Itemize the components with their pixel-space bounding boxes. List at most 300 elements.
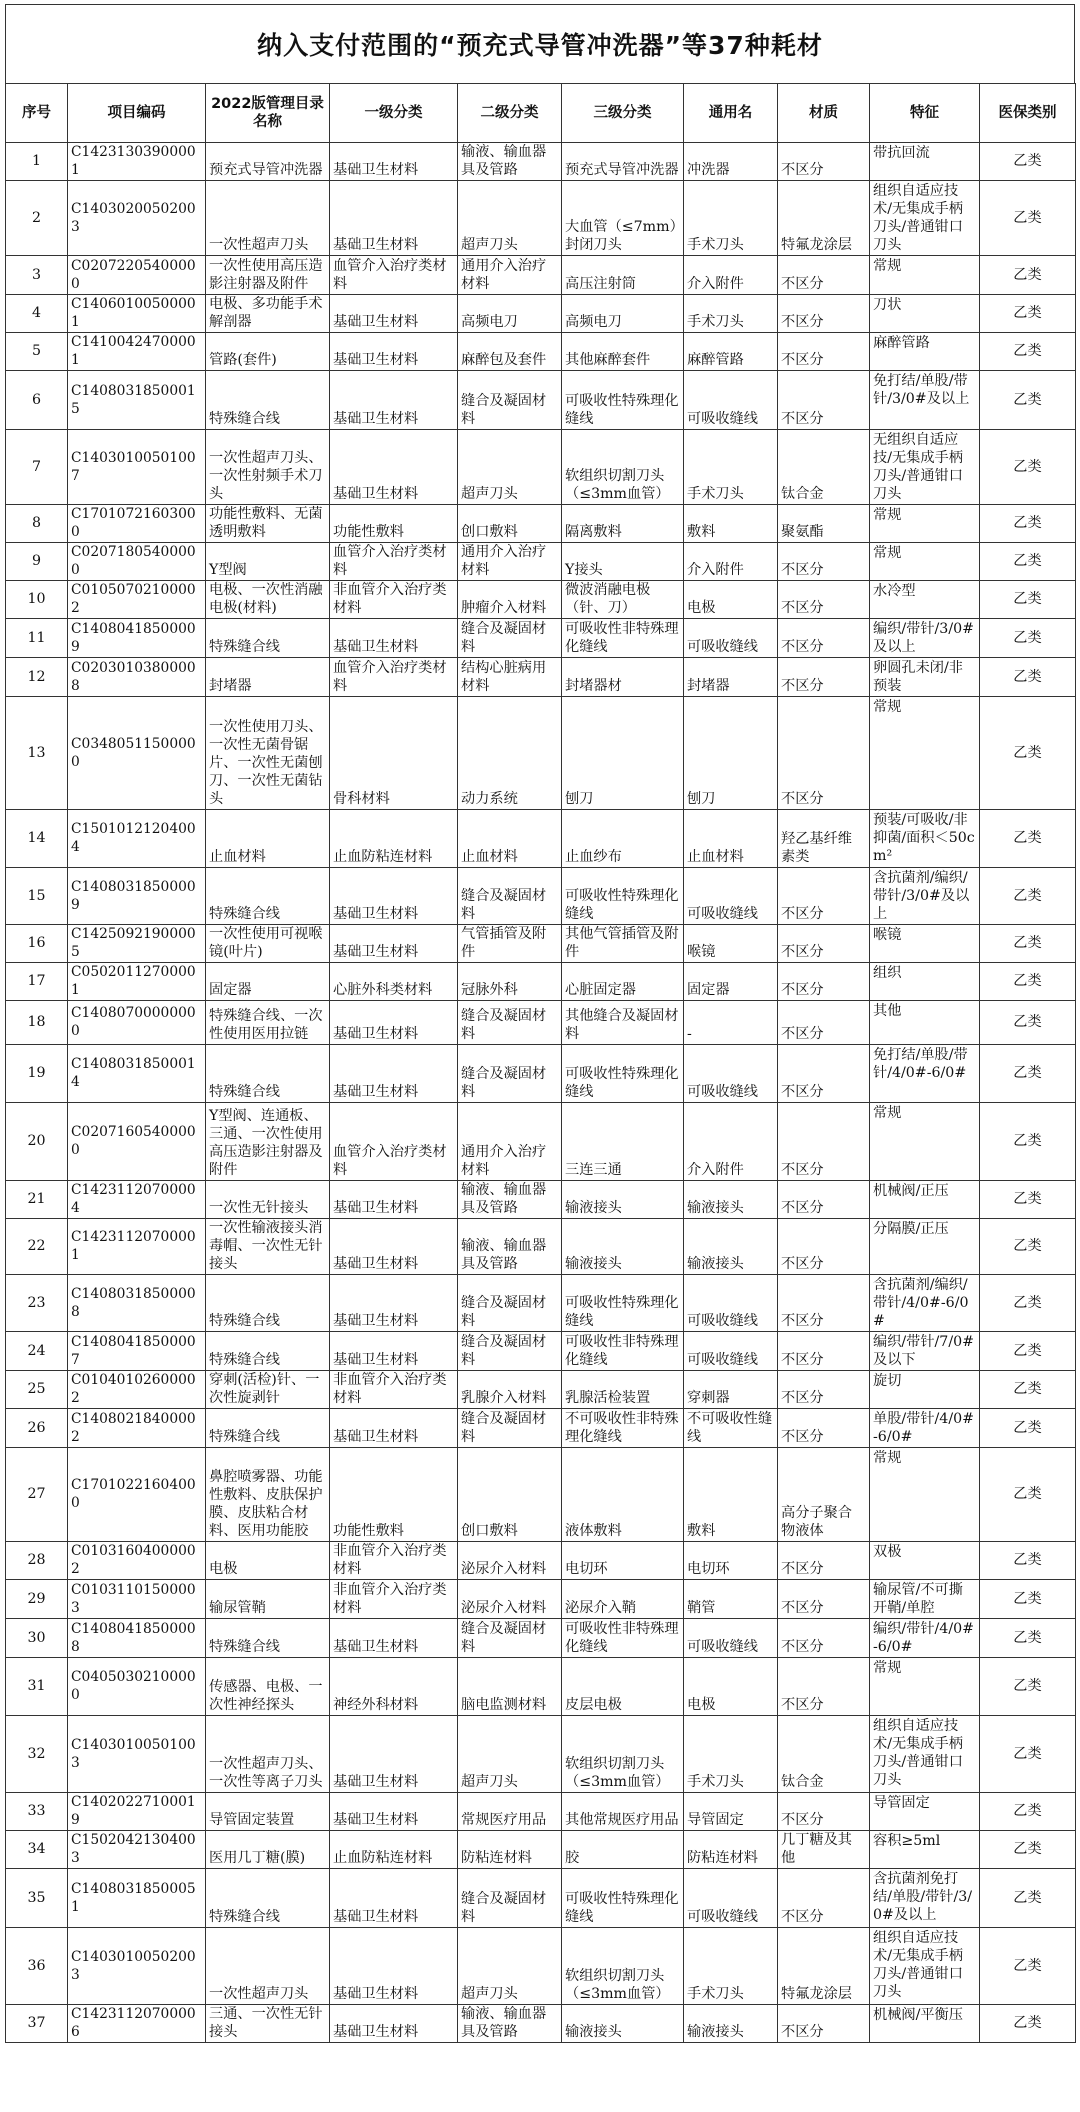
cell-cat: 乙类 [980, 1928, 1076, 2005]
cell-l1: 基础卫生材料 [330, 2005, 458, 2043]
table-row [6, 697, 1076, 810]
cell-cat: 乙类 [980, 963, 1076, 1001]
header-cell: 三级分类 [562, 84, 684, 143]
cell-material: 钛合金 [778, 1716, 870, 1793]
cell-material: 不区分 [778, 1619, 870, 1658]
table-row [6, 963, 1076, 1001]
cell-name: 输尿管鞘 [206, 1580, 330, 1619]
cell-name: 一次性使用可视喉镜(叶片) [206, 925, 330, 963]
cell-l3: 可吸收性特殊理化缝线 [562, 371, 684, 430]
cell-material: 几丁糖及其他 [778, 1831, 870, 1869]
cell-code: C14250921900005 [68, 925, 206, 963]
cell-name: 特殊缝合线 [206, 1619, 330, 1658]
cell-no: 4 [6, 295, 68, 333]
table-row [6, 333, 1076, 371]
cell-generic: 可吸收缝线 [684, 1045, 778, 1103]
header-cell: 材质 [778, 84, 870, 143]
cell-cat: 乙类 [980, 1793, 1076, 1831]
cell-no: 22 [6, 1219, 68, 1275]
cell-l2: 超声刀头 [458, 1716, 562, 1793]
cell-cat: 乙类 [980, 1371, 1076, 1409]
table-row [6, 1580, 1076, 1619]
cell-code: C14080318500051 [68, 1869, 206, 1928]
cell-name: 鼻腔喷雾器、功能性敷料、皮肤保护膜、皮肤粘合材料、医用功能胶 [206, 1448, 330, 1542]
cell-feature: 组织自适应技术/无集成手柄刀头/普通钳口刀头 [870, 1928, 980, 2005]
cell-code: C14080318500008 [68, 1275, 206, 1332]
cell-l2: 创口敷料 [458, 1448, 562, 1542]
cell-cat: 乙类 [980, 371, 1076, 430]
cell-feature: 机械阀/正压 [870, 1181, 980, 1219]
table-row [6, 256, 1076, 295]
cell-l2: 缝合及凝固材料 [458, 1001, 562, 1045]
cell-material: 不区分 [778, 1332, 870, 1371]
cell-generic: 电极 [684, 581, 778, 619]
cell-material: 不区分 [778, 371, 870, 430]
cell-code: C14080318500014 [68, 1045, 206, 1103]
cell-feature: 常规 [870, 505, 980, 543]
table-row [6, 1371, 1076, 1409]
cell-code: C14080418500009 [68, 619, 206, 658]
cell-generic: 可吸收缝线 [684, 1275, 778, 1332]
cell-code: C14100424700001 [68, 333, 206, 371]
cell-cat: 乙类 [980, 295, 1076, 333]
cell-material: 特氟龙涂层 [778, 181, 870, 256]
cell-material: 不区分 [778, 619, 870, 658]
cell-l3: 其他常规医疗用品 [562, 1793, 684, 1831]
table-row [6, 1219, 1076, 1275]
cell-l3: 可吸收性非特殊理化缝线 [562, 1619, 684, 1658]
table-row [6, 619, 1076, 658]
cell-code: C02071805400000 [68, 543, 206, 581]
cell-l1: 基础卫生材料 [330, 1001, 458, 1045]
cell-l1: 基础卫生材料 [330, 1332, 458, 1371]
cell-generic: - [684, 1001, 778, 1045]
cell-material: 聚氨酯 [778, 505, 870, 543]
cell-feature: 编织/带针/3/0#及以上 [870, 619, 980, 658]
cell-cat: 乙类 [980, 810, 1076, 868]
header-cell: 通用名 [684, 84, 778, 143]
header-cell: 医保类别 [980, 84, 1076, 143]
cell-no: 2 [6, 181, 68, 256]
table-body [6, 143, 1076, 2043]
cell-name: 功能性敷料、无菌透明敷料 [206, 505, 330, 543]
cell-feature: 编织/带针/7/0#及以下 [870, 1332, 980, 1371]
cell-no: 17 [6, 963, 68, 1001]
cell-l2: 气管插管及附件 [458, 925, 562, 963]
table-row [6, 1181, 1076, 1219]
cell-no: 10 [6, 581, 68, 619]
cell-name: 特殊缝合线 [206, 1332, 330, 1371]
cell-feature: 免打结/单股/带针/3/0#及以上 [870, 371, 980, 430]
cell-generic: 可吸收缝线 [684, 1332, 778, 1371]
cell-material: 不区分 [778, 868, 870, 925]
cell-l3: 可吸收性特殊理化缝线 [562, 1869, 684, 1928]
cell-generic: 防粘连材料 [684, 1831, 778, 1869]
cell-l1: 心脏外科类材料 [330, 963, 458, 1001]
cell-l1: 基础卫生材料 [330, 1869, 458, 1928]
cell-no: 19 [6, 1045, 68, 1103]
table-row [6, 371, 1076, 430]
cell-name: 一次性超声刀头 [206, 181, 330, 256]
cell-feature: 其他 [870, 1001, 980, 1045]
table-title: 纳入支付范围的“预充式导管冲洗器”等37种耗材 [5, 4, 1075, 83]
cell-material: 不区分 [778, 143, 870, 181]
cell-code: C14080418500008 [68, 1619, 206, 1658]
header-row [6, 84, 1076, 143]
cell-l1: 非血管介入治疗类材料 [330, 1542, 458, 1580]
cell-no: 13 [6, 697, 68, 810]
cell-l2: 超声刀头 [458, 430, 562, 505]
cell-l2: 肿瘤介入材料 [458, 581, 562, 619]
header-cell: 特征 [870, 84, 980, 143]
cell-l2: 缝合及凝固材料 [458, 1409, 562, 1448]
cell-cat: 乙类 [980, 333, 1076, 371]
cell-cat: 乙类 [980, 430, 1076, 505]
cell-generic: 敷料 [684, 1448, 778, 1542]
cell-l2: 输液、输血器具及管路 [458, 1219, 562, 1275]
cell-material: 钛合金 [778, 430, 870, 505]
cell-feature: 含抗菌剂免打结/单股/带针/3/0#及以上 [870, 1869, 980, 1928]
cell-l1: 基础卫生材料 [330, 333, 458, 371]
table-row [6, 1409, 1076, 1448]
cell-generic: 不可吸收性缝线 [684, 1409, 778, 1448]
table-row [6, 925, 1076, 963]
table-row [6, 1793, 1076, 1831]
cell-no: 35 [6, 1869, 68, 1928]
cell-generic: 手术刀头 [684, 295, 778, 333]
cell-l3: 止血纱布 [562, 810, 684, 868]
cell-name: 特殊缝合线 [206, 1275, 330, 1332]
cell-l1: 基础卫生材料 [330, 1219, 458, 1275]
cell-code: C01040102600002 [68, 1371, 206, 1409]
cell-l3: 隔离敷料 [562, 505, 684, 543]
cell-l3: 其他气管插管及附件 [562, 925, 684, 963]
cell-generic: 可吸收缝线 [684, 1869, 778, 1928]
cell-code: C14080418500007 [68, 1332, 206, 1371]
cell-code: C14030100501003 [68, 1716, 206, 1793]
cell-l1: 骨科材料 [330, 697, 458, 810]
cell-feature: 喉镜 [870, 925, 980, 963]
cell-l2: 冠脉外科 [458, 963, 562, 1001]
cell-l2: 输液、输血器具及管路 [458, 143, 562, 181]
table-row [6, 1542, 1076, 1580]
cell-l3: 可吸收性特殊理化缝线 [562, 868, 684, 925]
cell-l1: 神经外科材料 [330, 1658, 458, 1716]
cell-no: 36 [6, 1928, 68, 2005]
cell-l3: 泌尿介入鞘 [562, 1580, 684, 1619]
cell-generic: 固定器 [684, 963, 778, 1001]
cell-l1: 基础卫生材料 [330, 619, 458, 658]
cell-code: C05020112700001 [68, 963, 206, 1001]
cell-code: C17010721603000 [68, 505, 206, 543]
cell-generic: 介入附件 [684, 1103, 778, 1181]
cell-material: 不区分 [778, 658, 870, 697]
cell-name: 一次性使用刀头、一次性无菌骨锯片、一次性无菌刨刀、一次性无菌钻头 [206, 697, 330, 810]
cell-code: C14080218400002 [68, 1409, 206, 1448]
cell-l2: 输液、输血器具及管路 [458, 1181, 562, 1219]
cell-generic: 封堵器 [684, 658, 778, 697]
cell-no: 23 [6, 1275, 68, 1332]
cell-l1: 功能性敷料 [330, 505, 458, 543]
cell-cat: 乙类 [980, 619, 1076, 658]
table-row [6, 1658, 1076, 1716]
cell-cat: 乙类 [980, 1045, 1076, 1103]
cell-cat: 乙类 [980, 697, 1076, 810]
cell-l3: 心脏固定器 [562, 963, 684, 1001]
cell-feature: 输尿管/不可撕开鞘/单腔 [870, 1580, 980, 1619]
cell-l2: 高频电刀 [458, 295, 562, 333]
cell-feature: 卵圆孔未闭/非预装 [870, 658, 980, 697]
cell-feature: 常规 [870, 256, 980, 295]
cell-material: 不区分 [778, 581, 870, 619]
cell-feature: 常规 [870, 1658, 980, 1716]
cell-code: C01031604000002 [68, 1542, 206, 1580]
table-row [6, 1275, 1076, 1332]
cell-material: 不区分 [778, 1658, 870, 1716]
table-row [6, 581, 1076, 619]
cell-l2: 缝合及凝固材料 [458, 1619, 562, 1658]
cell-code: C14080700000000 [68, 1001, 206, 1045]
table-row [6, 868, 1076, 925]
cell-l3: 预充式导管冲洗器 [562, 143, 684, 181]
cell-cat: 乙类 [980, 868, 1076, 925]
cell-name: 导管固定装置 [206, 1793, 330, 1831]
header-cell: 一级分类 [330, 84, 458, 143]
table-row [6, 1619, 1076, 1658]
cell-l3: Y接头 [562, 543, 684, 581]
table-row [6, 543, 1076, 581]
cell-material: 不区分 [778, 543, 870, 581]
cell-feature: 组织自适应技术/无集成手柄刀头/普通钳口刀头 [870, 1716, 980, 1793]
cell-l2: 泌尿介入材料 [458, 1580, 562, 1619]
cell-no: 3 [6, 256, 68, 295]
cell-no: 26 [6, 1409, 68, 1448]
cell-l1: 血管介入治疗类材料 [330, 1103, 458, 1181]
cell-l1: 止血防粘连材料 [330, 1831, 458, 1869]
cell-l1: 基础卫生材料 [330, 1409, 458, 1448]
cell-material: 不区分 [778, 1793, 870, 1831]
cell-no: 29 [6, 1580, 68, 1619]
cell-feature: 含抗菌剂/编织/带针/4/0#-6/0# [870, 1275, 980, 1332]
cell-cat: 乙类 [980, 1103, 1076, 1181]
cell-no: 30 [6, 1619, 68, 1658]
cell-l1: 基础卫生材料 [330, 430, 458, 505]
cell-name: 穿刺(活检)针、一次性旋剥针 [206, 1371, 330, 1409]
cell-l3: 输液接头 [562, 1219, 684, 1275]
cell-l2: 缝合及凝固材料 [458, 1332, 562, 1371]
cell-l3: 胶 [562, 1831, 684, 1869]
table-row [6, 1831, 1076, 1869]
cell-l2: 创口敷料 [458, 505, 562, 543]
cell-feature: 含抗菌剂/编织/带针/3/0#及以上 [870, 868, 980, 925]
cell-material: 羟乙基纤维素类 [778, 810, 870, 868]
cell-l1: 基础卫生材料 [330, 868, 458, 925]
cell-no: 8 [6, 505, 68, 543]
cell-name: 传感器、电极、一次性神经探头 [206, 1658, 330, 1716]
cell-material: 不区分 [778, 256, 870, 295]
cell-l3: 其他缝合及凝固材料 [562, 1001, 684, 1045]
cell-l3: 刨刀 [562, 697, 684, 810]
cell-feature: 单股/带针/4/0#-6/0# [870, 1409, 980, 1448]
cell-feature: 旋切 [870, 1371, 980, 1409]
cell-l1: 基础卫生材料 [330, 371, 458, 430]
cell-generic: 手术刀头 [684, 181, 778, 256]
header-cell: 2022版管理目录名称 [206, 84, 330, 143]
cell-code: C01031101500003 [68, 1580, 206, 1619]
cell-l2: 超声刀头 [458, 181, 562, 256]
cell-material: 不区分 [778, 963, 870, 1001]
cell-no: 7 [6, 430, 68, 505]
cell-feature: 组织自适应技术/无集成手柄刀头/普通钳口刀头 [870, 181, 980, 256]
cell-l1: 基础卫生材料 [330, 143, 458, 181]
cell-code: C15010121204004 [68, 810, 206, 868]
cell-name: 特殊缝合线 [206, 1045, 330, 1103]
cell-cat: 乙类 [980, 925, 1076, 963]
cell-material: 不区分 [778, 1580, 870, 1619]
cell-feature: 机械阀/平衡压 [870, 2005, 980, 2043]
cell-material: 不区分 [778, 1219, 870, 1275]
cell-material: 不区分 [778, 1045, 870, 1103]
cell-no: 15 [6, 868, 68, 925]
cell-name: 特殊缝合线 [206, 1869, 330, 1928]
cell-code: C14231120700006 [68, 2005, 206, 2043]
header-cell: 序号 [6, 84, 68, 143]
cell-name: 预充式导管冲洗器 [206, 143, 330, 181]
cell-cat: 乙类 [980, 1001, 1076, 1045]
cell-cat: 乙类 [980, 1448, 1076, 1542]
cell-cat: 乙类 [980, 1332, 1076, 1371]
cell-feature: 无组织自适应技/无集成手柄刀头/普通钳口刀头 [870, 430, 980, 505]
cell-material: 不区分 [778, 1869, 870, 1928]
table-row [6, 505, 1076, 543]
cell-material: 不区分 [778, 1181, 870, 1219]
table-row [6, 1716, 1076, 1793]
cell-no: 1 [6, 143, 68, 181]
cell-generic: 输液接头 [684, 2005, 778, 2043]
cell-feature: 免打结/单股/带针/4/0#-6/0# [870, 1045, 980, 1103]
cell-l1: 止血防粘连材料 [330, 810, 458, 868]
header-cell: 项目编码 [68, 84, 206, 143]
cell-l3: 皮层电极 [562, 1658, 684, 1716]
cell-cat: 乙类 [980, 181, 1076, 256]
cell-feature: 常规 [870, 1448, 980, 1542]
header-cell: 二级分类 [458, 84, 562, 143]
cell-l1: 基础卫生材料 [330, 1181, 458, 1219]
cell-l2: 缝合及凝固材料 [458, 1045, 562, 1103]
cell-l2: 输液、输血器具及管路 [458, 2005, 562, 2043]
cell-no: 11 [6, 619, 68, 658]
cell-material: 不区分 [778, 925, 870, 963]
cell-generic: 手术刀头 [684, 430, 778, 505]
cell-cat: 乙类 [980, 1619, 1076, 1658]
cell-code: C02071605400000 [68, 1103, 206, 1181]
cell-cat: 乙类 [980, 1831, 1076, 1869]
cell-code: C01050702100002 [68, 581, 206, 619]
cell-material: 特氟龙涂层 [778, 1928, 870, 2005]
cell-cat: 乙类 [980, 543, 1076, 581]
cell-cat: 乙类 [980, 256, 1076, 295]
table-row [6, 1448, 1076, 1542]
cell-l3: 液体敷料 [562, 1448, 684, 1542]
cell-no: 9 [6, 543, 68, 581]
cell-l3: 可吸收性特殊理化缝线 [562, 1275, 684, 1332]
cell-code: C14020227100019 [68, 1793, 206, 1831]
cell-l2: 缝合及凝固材料 [458, 371, 562, 430]
cell-l1: 基础卫生材料 [330, 1619, 458, 1658]
cell-feature: 常规 [870, 697, 980, 810]
cell-material: 不区分 [778, 697, 870, 810]
cell-code: C03480511500000 [68, 697, 206, 810]
cell-code: C14231303900001 [68, 143, 206, 181]
cell-material: 不区分 [778, 1542, 870, 1580]
cell-code: C14030100502003 [68, 1928, 206, 2005]
cell-cat: 乙类 [980, 581, 1076, 619]
cell-feature: 带抗回流 [870, 143, 980, 181]
cell-l3: 微波消融电极（针、刀） [562, 581, 684, 619]
cell-l3: 其他麻醉套件 [562, 333, 684, 371]
cell-l3: 输液接头 [562, 2005, 684, 2043]
cell-code: C14080318500015 [68, 371, 206, 430]
cell-no: 28 [6, 1542, 68, 1580]
table-row [6, 658, 1076, 697]
cell-no: 32 [6, 1716, 68, 1793]
cell-l1: 血管介入治疗类材料 [330, 256, 458, 295]
cell-l2: 缝合及凝固材料 [458, 1869, 562, 1928]
cell-cat: 乙类 [980, 658, 1076, 697]
cell-l3: 可吸收性非特殊理化缝线 [562, 1332, 684, 1371]
cell-code: C15020421304003 [68, 1831, 206, 1869]
cell-no: 16 [6, 925, 68, 963]
table-row [6, 1928, 1076, 2005]
cell-cat: 乙类 [980, 1580, 1076, 1619]
cell-l1: 非血管介入治疗类材料 [330, 581, 458, 619]
cell-material: 不区分 [778, 295, 870, 333]
cell-generic: 介入附件 [684, 256, 778, 295]
cell-code: C14231120700001 [68, 1219, 206, 1275]
cell-l3: 软组织切割刀头（≤3mm血管） [562, 1928, 684, 2005]
cell-feature: 刀状 [870, 295, 980, 333]
cell-cat: 乙类 [980, 1658, 1076, 1716]
cell-l2: 缝合及凝固材料 [458, 619, 562, 658]
table-row [6, 430, 1076, 505]
table-row [6, 295, 1076, 333]
cell-l2: 通用介入治疗材料 [458, 543, 562, 581]
cell-name: 管路(套件) [206, 333, 330, 371]
cell-cat: 乙类 [980, 1869, 1076, 1928]
cell-l2: 通用介入治疗材料 [458, 1103, 562, 1181]
cell-l1: 基础卫生材料 [330, 1045, 458, 1103]
cell-generic: 导管固定 [684, 1793, 778, 1831]
cell-generic: 电极 [684, 1658, 778, 1716]
cell-feature: 导管固定 [870, 1793, 980, 1831]
cell-l3: 高压注射筒 [562, 256, 684, 295]
table-row [6, 2005, 1076, 2043]
cell-l1: 基础卫生材料 [330, 1793, 458, 1831]
cell-no: 24 [6, 1332, 68, 1371]
cell-cat: 乙类 [980, 1181, 1076, 1219]
cell-material: 不区分 [778, 1371, 870, 1409]
cell-no: 18 [6, 1001, 68, 1045]
cell-name: 一次性使用高压造影注射器及附件 [206, 256, 330, 295]
cell-name: 一次性超声刀头 [206, 1928, 330, 2005]
cell-generic: 敷料 [684, 505, 778, 543]
cell-generic: 可吸收缝线 [684, 619, 778, 658]
cell-generic: 可吸收缝线 [684, 371, 778, 430]
cell-l3: 可吸收性非特殊理化缝线 [562, 619, 684, 658]
cell-l3: 高频电刀 [562, 295, 684, 333]
cell-generic: 手术刀头 [684, 1716, 778, 1793]
cell-l1: 非血管介入治疗类材料 [330, 1580, 458, 1619]
